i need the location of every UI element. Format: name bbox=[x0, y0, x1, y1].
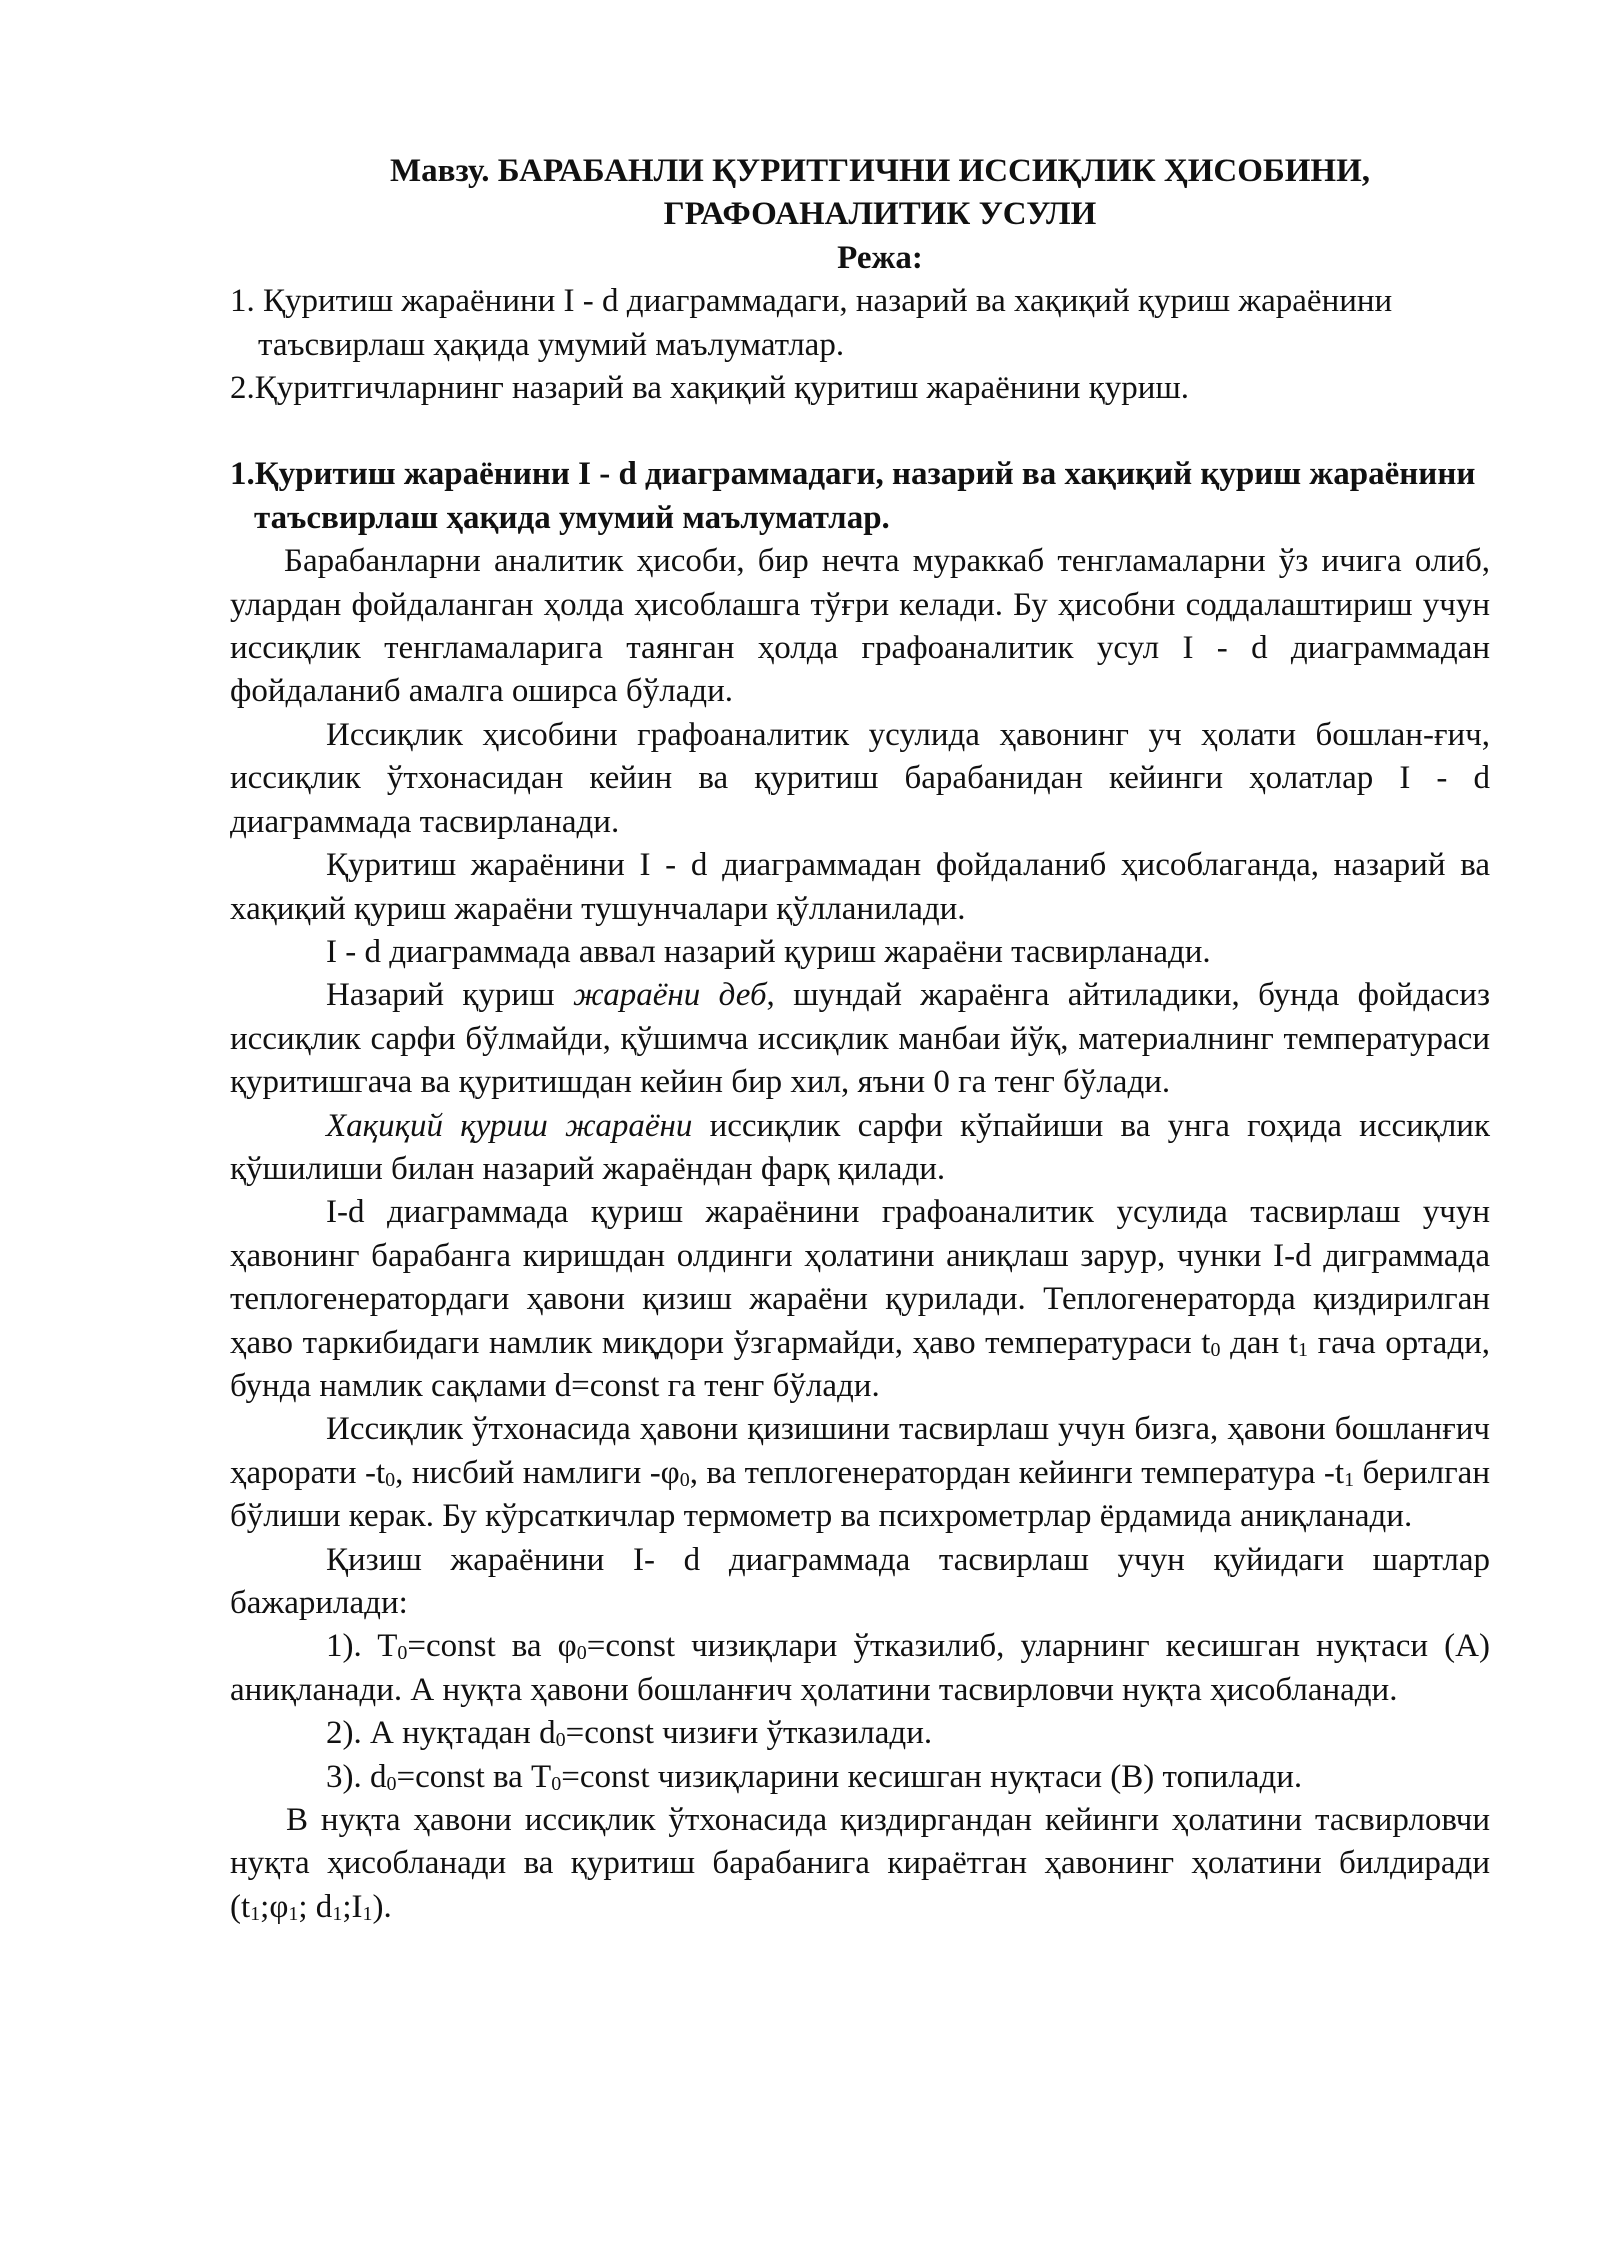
paragraph-8-text-b: , нисбий намлиги -φ bbox=[395, 1454, 680, 1491]
paragraph-10-text-c: ; d bbox=[298, 1888, 333, 1925]
step-3-text-b: =const ва T bbox=[396, 1758, 552, 1795]
subscript: 1 bbox=[1344, 1468, 1355, 1491]
document-page bbox=[230, 150, 1490, 1929]
plan-item-2: 2.Қуритгичларнинг назарий ва хақиқий қуритиш жараёнини қуриш. bbox=[230, 370, 1190, 407]
paragraph-5-italic: жараёни деб bbox=[572, 977, 767, 1014]
step-2-text-a: 2). А нуқтадан d bbox=[326, 1715, 556, 1752]
subscript: 0 bbox=[551, 1772, 562, 1795]
paragraph-5-text-a: Назарий қуриш bbox=[326, 977, 573, 1014]
subscript: 0 bbox=[397, 1642, 408, 1665]
plan-item-1: 1. Қуритиш жараёнини I - d диаграммадаги, назарий ва хақиқий қуриш жараёнини таъсвирлаш ҳақида умумий маълуматлар. bbox=[230, 283, 1393, 363]
paragraph-8-text-c: , ва теплогенератордан кейинги температура -t bbox=[689, 1454, 1345, 1491]
paragraph-10 bbox=[230, 1799, 1490, 1929]
step-3-text-c: =const чизиқларини кесишган нуқтаси (В) топилади. bbox=[561, 1758, 1303, 1795]
subscript: 1 bbox=[250, 1902, 261, 1925]
paragraph-7-text-b: дан t bbox=[1220, 1324, 1298, 1361]
subscript: 1 bbox=[332, 1902, 343, 1925]
paragraph-10-text-d: ;I bbox=[342, 1888, 363, 1925]
step-2 bbox=[230, 1712, 1490, 1755]
paragraph-6 bbox=[230, 1105, 1490, 1192]
step-1-text-a: 1). T bbox=[326, 1628, 398, 1665]
step-2-text-b: =const чизиғи ўтказилади. bbox=[565, 1715, 933, 1752]
subscript: 1 bbox=[288, 1902, 299, 1925]
title-line-2: ГРАФОАНАЛИТИК УСУЛИ bbox=[663, 196, 1097, 233]
paragraph-5 bbox=[230, 974, 1490, 1104]
paragraph-8 bbox=[230, 1408, 1490, 1538]
spacer bbox=[230, 410, 1490, 453]
subscript: 0 bbox=[576, 1642, 587, 1665]
paragraph-10-text-a: В нуқта ҳавони иссиқлик ўтхонасида қиздиргандан кейинги ҳолатини тасвирловчи нуқта ҳисобланади ва қуритиш барабанига кираётган ҳавонинг ҳолатини билдиради (t bbox=[230, 1802, 1490, 1925]
paragraph-5-text-b: , шундай жараёнга айтиладики, бунда фойдасиз иссиқлик сарфи бўлмайди, қўшимча иссиқлик манбаи йўқ, материалнинг температураси қуритишгача ва қуритишдан кейин бир хил, яъни 0 га тенг бўлади. bbox=[230, 977, 1490, 1101]
title-line-1: Мавзу. БАРАБАНЛИ ҚУРИТГИЧНИ ИССИҚЛИК ҲИСОБИНИ, bbox=[390, 153, 1370, 189]
paragraph-7-text-c: гача ортади, бунда намлик сақлами d=const га тенг бўлади. bbox=[230, 1324, 1491, 1404]
subscript: 0 bbox=[679, 1468, 690, 1491]
paragraph-3: Қуритиш жараёнини I - d диаграммадан фойдаланиб ҳисоблаганда, назарий ва хақиқий қуриш жараёни тушунчалари қўлланилади. bbox=[230, 847, 1490, 927]
paragraph-8-text-a: Иссиқлик ўтхонасида ҳавони қизишини тасвирлаш учун бизга, ҳавони бошланғич ҳарорати -t bbox=[230, 1411, 1490, 1491]
paragraph-6-italic: Хақиқий қуриш жараёни bbox=[326, 1107, 693, 1144]
plan-heading: Режа: bbox=[837, 239, 923, 276]
step-3-text-a: 3). d bbox=[326, 1758, 387, 1795]
paragraph-7-text-a: I-d диаграммада қуриш жараёнини графоаналитик усулида тасвирлаш учун ҳавонинг барабанга киришдан олдинги ҳолатини аниқлаш зарур, чунки I-d диграммада теплогенератордаги ҳавони қизиш жараёни қурилади. Теплогенераторда қиздирилган ҳаво таркибидаги намлик миқдори ўзгармайди, ҳаво температураси t bbox=[230, 1194, 1490, 1361]
paragraph-1: Барабанларни аналитик ҳисоби, бир нечта мураккаб тенгламаларни ўз ичига олиб, улардан фойдаланган ҳолда ҳисоблашга тўғри келади. Бу ҳисобни соддалаштириш учун иссиқлик тенгламаларига таянган ҳолда графоаналитик усул I - d диаграммадан фойдаланиб амалга оширса бўлади. bbox=[230, 543, 1490, 710]
paragraph-4: I - d диаграммада аввал назарий қуриш жараёни тасвирланади. bbox=[326, 933, 1211, 970]
paragraph-9: Қизиш жараёнини I- d диаграммада тасвирлаш учун қуйидаги шартлар бажарилади: bbox=[230, 1541, 1490, 1621]
paragraph-7 bbox=[230, 1191, 1490, 1408]
subscript: 1 bbox=[1297, 1338, 1308, 1361]
section-heading: 1.Қуритиш жараёнини I - d диаграммадаги, назарий ва хақиқий қуриш жараёнини таъсвирлаш ҳақида умумий маълуматлар. bbox=[230, 456, 1476, 536]
subscript: 0 bbox=[1210, 1338, 1221, 1361]
paragraph-10-text-b: ;φ bbox=[260, 1888, 289, 1925]
document-title bbox=[270, 150, 1490, 237]
step-1-text-b: =const ва φ bbox=[407, 1628, 577, 1665]
step-3 bbox=[230, 1756, 1490, 1799]
paragraph-6-text: иссиқлик сарфи кўпайиши ва унга гоҳида иссиқлик қўшилиши билан назарий жараёндан фарқ қилади. bbox=[230, 1107, 1490, 1187]
paragraph-2: Иссиқлик ҳисобини графоаналитик усулида ҳавонинг уч ҳолати бошлан-ғич, иссиқлик ўтхонасидан кейин ва қуритиш барабанидан кейинги ҳолатлар I - d диаграммада тасвирланади. bbox=[230, 716, 1490, 840]
subscript: 0 bbox=[386, 1772, 397, 1795]
subscript: 0 bbox=[555, 1729, 566, 1752]
paragraph-8-text-d: берилган бўлиши керак. Бу кўрсаткичлар термометр ва психрометрлар ёрдамида аниқланади. bbox=[230, 1454, 1490, 1535]
subscript: 1 bbox=[362, 1902, 373, 1925]
step-1 bbox=[230, 1625, 1490, 1712]
subscript: 0 bbox=[385, 1468, 396, 1491]
paragraph-10-text-e: ). bbox=[372, 1888, 392, 1925]
step-1-text-c: =const чизиқлари ўтказилиб, уларнинг кесишган нуқтаси (А) аниқланади. А нуқта ҳавони бошланғич ҳолатини тасвирловчи нуқта ҳисобланади. bbox=[230, 1628, 1490, 1708]
